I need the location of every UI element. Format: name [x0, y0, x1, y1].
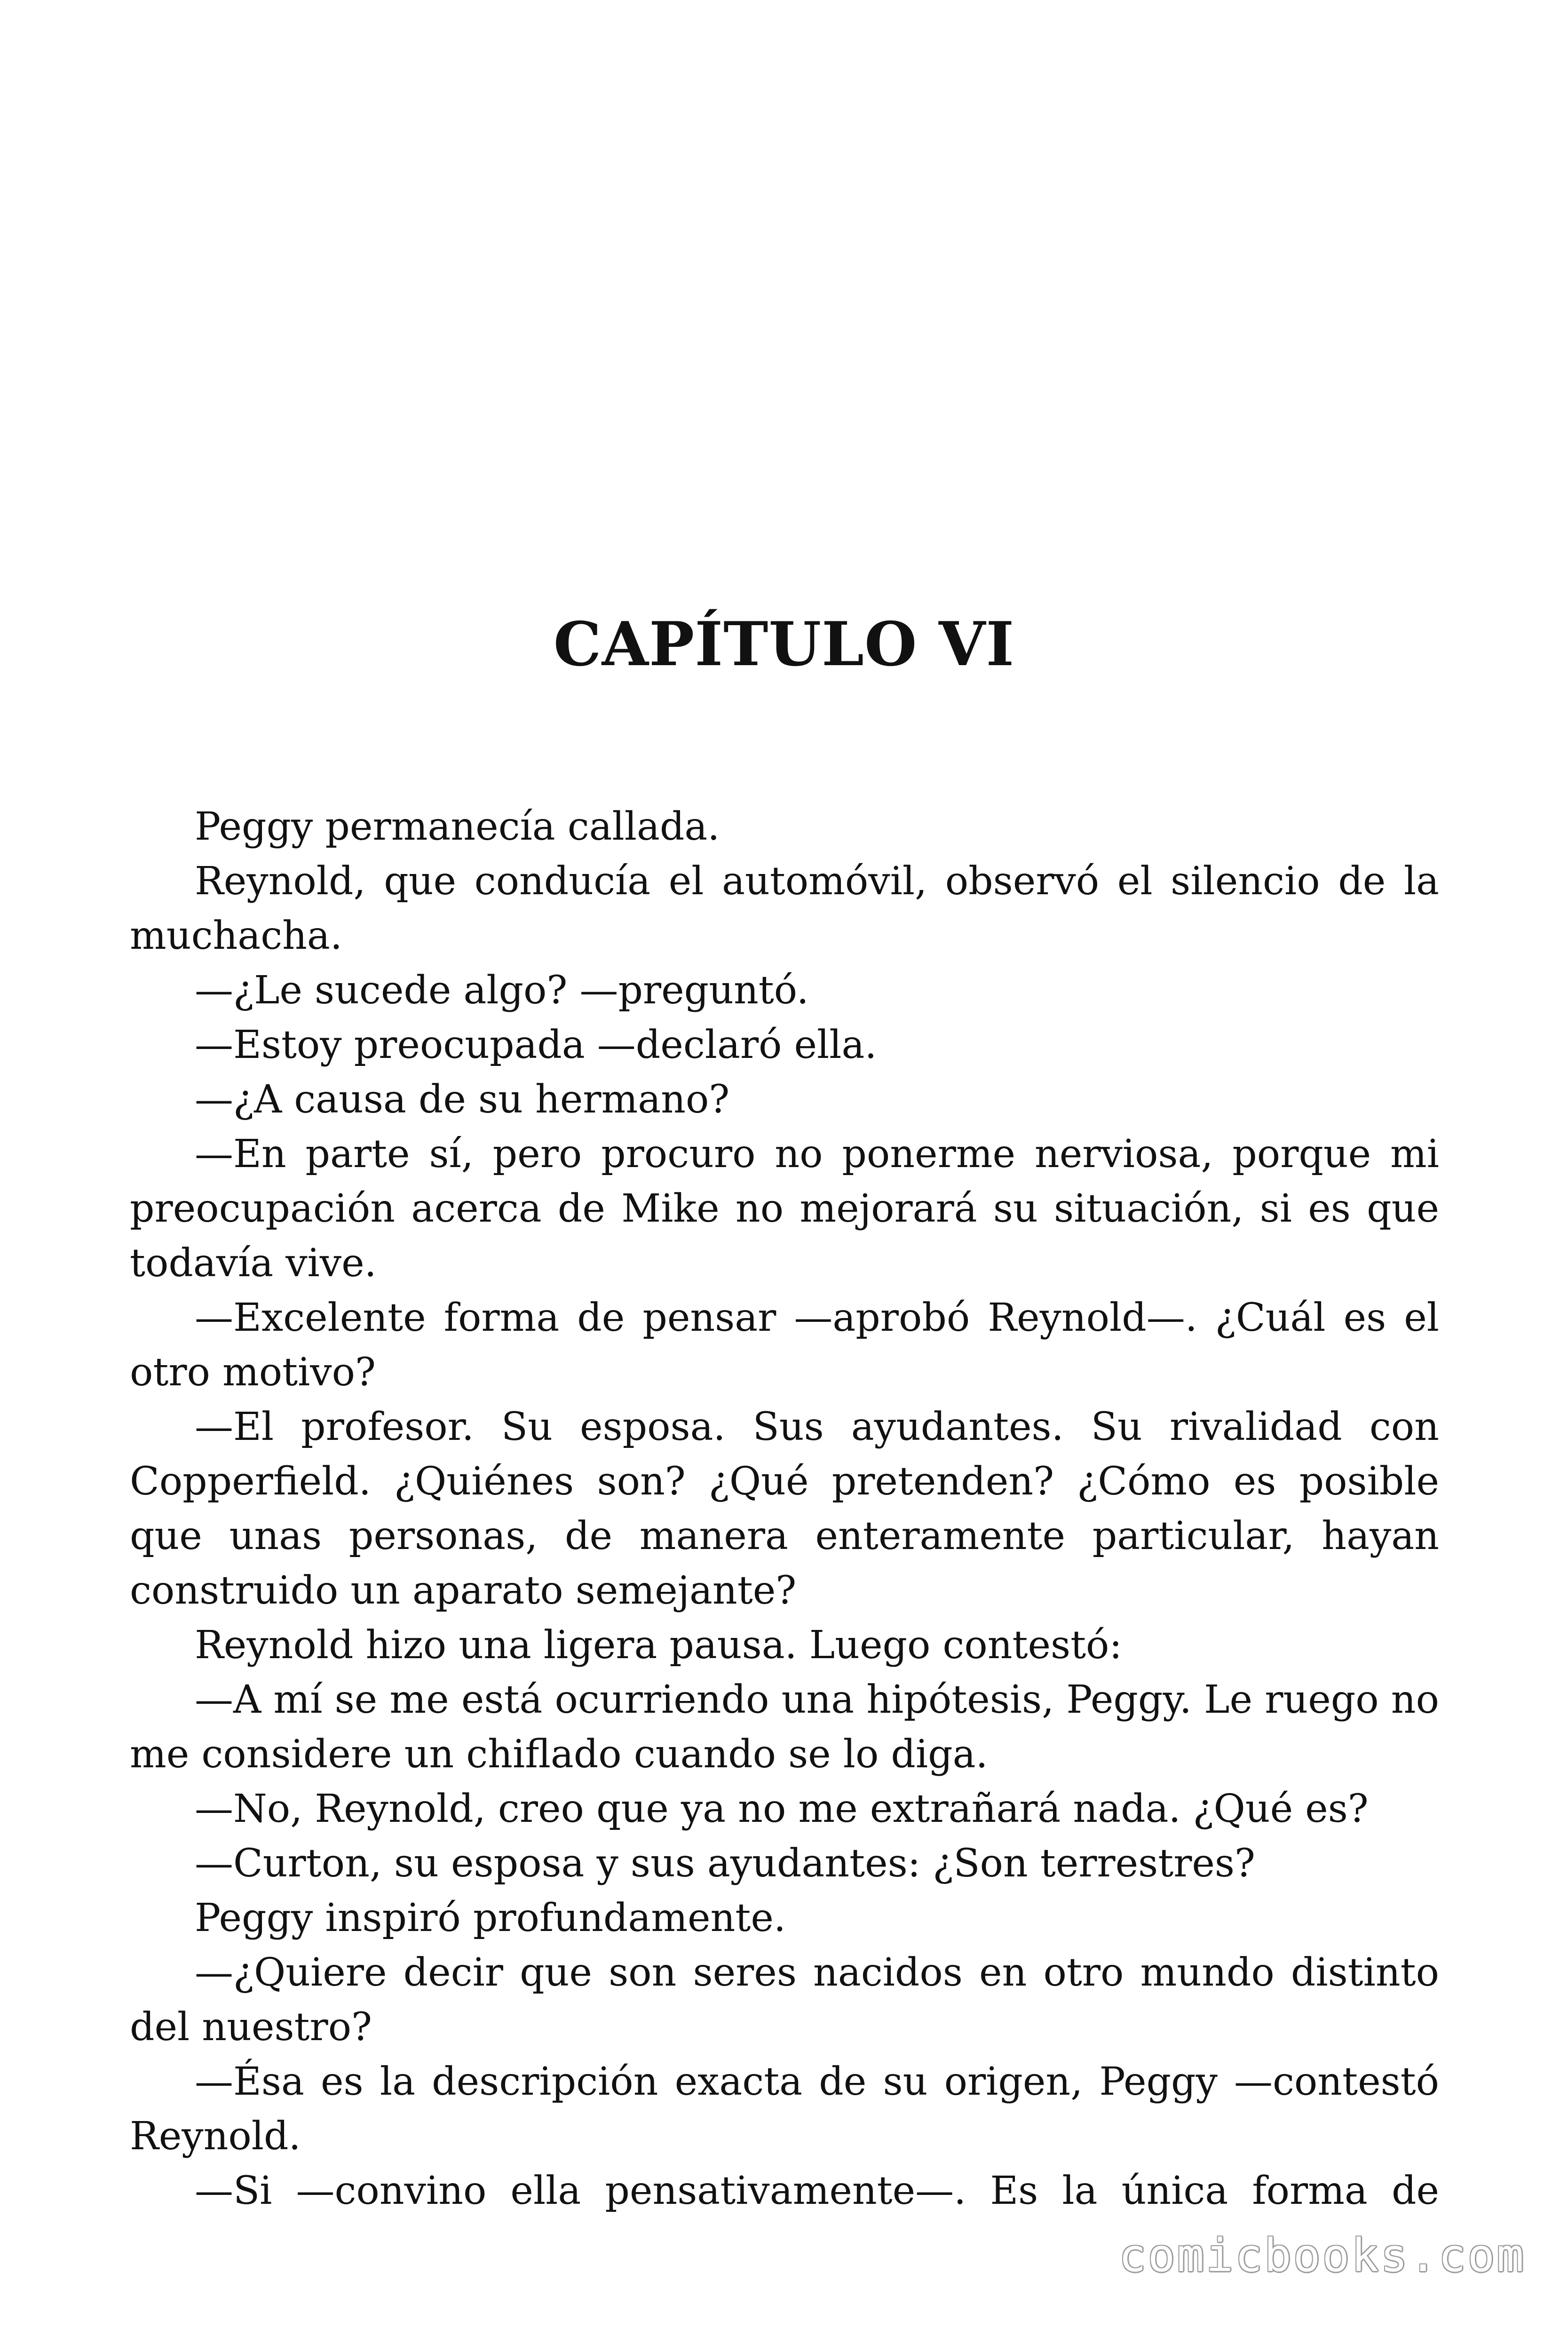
- paragraph: —Excelente forma de pensar —aprobó Reynold—. ¿Cuál es el otro motivo?: [130, 1295, 1439, 1395]
- paragraph: —¿Le sucede algo? —preguntó.: [195, 968, 809, 1013]
- paragraph: Peggy permanecía callada.: [195, 804, 720, 849]
- paragraph: —¿A causa de su hermano?: [195, 1077, 730, 1122]
- paragraph: —Estoy preocupada —declaró ella.: [195, 1023, 877, 1067]
- paragraph: —Ésa es la descripción exacta de su origen, Peggy —contestó Reynold.: [130, 2059, 1439, 2159]
- paragraph: —¿Quiere decir que son seres nacidos en otro mundo distinto del nuestro?: [130, 1950, 1439, 2050]
- paragraph: Reynold, que conducía el automóvil, observó el silencio de la muchacha.: [130, 859, 1439, 958]
- paragraph: Peggy inspiró profundamente.: [195, 1896, 786, 1940]
- paragraph-continued: —Si —convino ella pensativamente—. Es la única forma de: [195, 2169, 1439, 2213]
- watermark: comicbooks.com: [1118, 2229, 1526, 2282]
- paragraph: —No, Reynold, creo que ya no me extrañará nada. ¿Qué es?: [195, 1787, 1369, 1831]
- paragraph: —En parte sí, pero procuro no ponerme nerviosa, porque mi preocupación acerca de Mike no mejorará su situación, si es que todavía vive.: [130, 1132, 1439, 1286]
- chapter-title: CAPÍTULO VI: [553, 609, 1015, 680]
- paragraph: —A mí se me está ocurriendo una hipótesis, Peggy. Le ruego no me considere un chiflado cuando se lo diga.: [130, 1677, 1439, 1777]
- chapter-body: [130, 800, 1439, 2218]
- paragraph: Reynold hizo una ligera pausa. Luego contestó:: [195, 1623, 1123, 1668]
- paragraph: —El profesor. Su esposa. Sus ayudantes. Su rivalidad con Copperfield. ¿Quiénes son? ¿Qué pretenden? ¿Cómo es posible que unas personas, de manera enteramente particular, hayan construido un aparato semejante?: [130, 1405, 1439, 1613]
- paragraph: —Curton, su esposa y sus ayudantes: ¿Son terrestres?: [195, 1841, 1255, 1886]
